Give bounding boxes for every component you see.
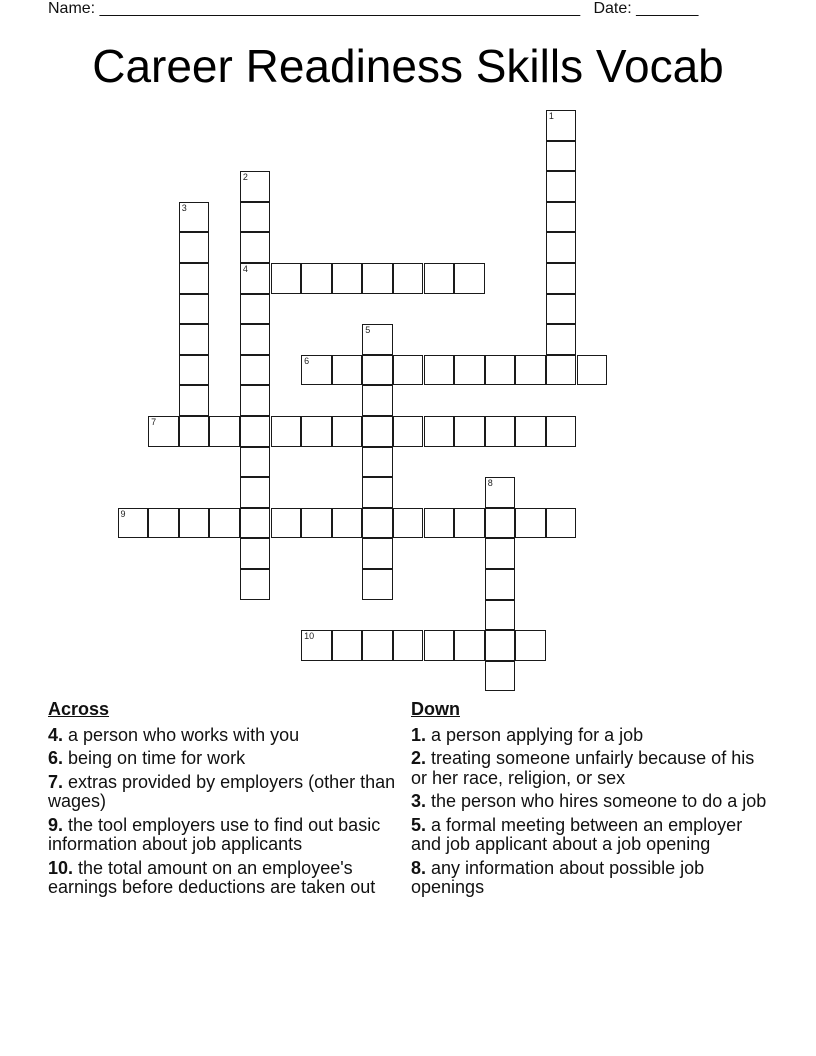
grid-cell[interactable]: [240, 324, 271, 355]
grid-cell[interactable]: [301, 416, 332, 447]
grid-cell[interactable]: [240, 355, 271, 386]
grid-cell[interactable]: [301, 263, 332, 294]
grid-cell[interactable]: [546, 263, 577, 294]
clue-item: [48, 749, 396, 769]
clue-number: 5.: [411, 814, 427, 835]
grid-cell[interactable]: [362, 385, 393, 416]
grid-cell[interactable]: [546, 141, 577, 172]
grid-cell[interactable]: [179, 355, 210, 386]
clue-number: 3.: [411, 791, 427, 811]
grid-cell[interactable]: [240, 263, 271, 294]
grid-cell[interactable]: [332, 355, 363, 386]
clue-number: 7.: [48, 771, 64, 792]
grid-cell[interactable]: [271, 263, 302, 294]
clue-item: [48, 816, 396, 855]
grid-cell[interactable]: [393, 630, 424, 661]
grid-cell[interactable]: [240, 416, 271, 447]
clue-number: 2.: [411, 748, 427, 768]
grid-cell[interactable]: [240, 294, 271, 325]
grid-cell[interactable]: [240, 385, 271, 416]
clue-number: 8.: [411, 857, 427, 878]
across-clues: [48, 700, 396, 902]
clue-number: 9.: [48, 814, 64, 835]
down-heading: Down: [411, 699, 460, 719]
clue-item: [411, 859, 771, 898]
grid-cell[interactable]: [485, 630, 516, 661]
grid-cell[interactable]: [301, 355, 332, 386]
down-clues: [411, 700, 771, 902]
across-heading: Across: [48, 699, 110, 719]
grid-cell[interactable]: [240, 538, 271, 569]
clue-text: the tool employers use to find out basic information about job applicants: [48, 814, 381, 854]
clue-number: 10.: [48, 857, 74, 878]
grid-cell[interactable]: [362, 355, 393, 386]
grid-cell[interactable]: [546, 232, 577, 263]
grid-cell[interactable]: [485, 600, 516, 631]
clue-item: [411, 726, 771, 746]
grid-cell[interactable]: [332, 263, 363, 294]
clue-item: [411, 792, 771, 812]
grid-cell[interactable]: [454, 416, 485, 447]
clue-text: extras provided by employers (other than wages): [48, 771, 396, 811]
cell-number: 3: [181, 202, 187, 213]
grid-cell[interactable]: [577, 355, 608, 386]
grid-cell[interactable]: [179, 416, 210, 447]
clue-text: a formal meeting between an employer and job applicant about a job opening: [411, 814, 743, 854]
grid-cell[interactable]: [546, 416, 577, 447]
grid-cell[interactable]: [485, 569, 516, 600]
grid-cell[interactable]: [454, 630, 485, 661]
grid-cell[interactable]: [332, 630, 363, 661]
grid-cell[interactable]: [179, 263, 210, 294]
grid-cell[interactable]: [485, 416, 516, 447]
grid-cell[interactable]: [393, 263, 424, 294]
grid-cell[interactable]: [179, 232, 210, 263]
grid-cell[interactable]: [332, 508, 363, 539]
grid-cell[interactable]: [179, 324, 210, 355]
grid-cell[interactable]: [424, 630, 455, 661]
grid-cell[interactable]: [362, 263, 393, 294]
grid-cell[interactable]: [393, 416, 424, 447]
cell-number: 8: [487, 478, 493, 489]
grid-cell[interactable]: [179, 294, 210, 325]
name-field[interactable]: ______________________________________________________: [99, 0, 581, 17]
grid-cell[interactable]: [424, 508, 455, 539]
grid-cell[interactable]: [240, 477, 271, 508]
grid-cell[interactable]: [362, 416, 393, 447]
grid-cell[interactable]: [179, 508, 210, 539]
grid-cell[interactable]: [240, 232, 271, 263]
clue-text: any information about possible job openings: [411, 857, 705, 897]
clue-item: [411, 816, 771, 855]
date-label: Date:: [593, 0, 632, 17]
cell-number: 4: [242, 264, 248, 274]
grid-cell[interactable]: [454, 355, 485, 386]
grid-cell[interactable]: [546, 508, 577, 539]
grid-cell[interactable]: [454, 263, 485, 294]
clue-item: [48, 726, 396, 746]
cell-number: 9: [120, 508, 126, 519]
grid-cell[interactable]: [362, 447, 393, 478]
grid-cell[interactable]: [179, 202, 210, 233]
grid-cell[interactable]: [485, 661, 516, 692]
date-field[interactable]: _______: [636, 0, 699, 17]
grid-cell[interactable]: [118, 508, 149, 539]
grid-cell[interactable]: [240, 171, 271, 202]
clue-number: 6.: [48, 748, 64, 768]
cell-number: 1: [548, 111, 554, 121]
grid-cell[interactable]: [209, 416, 240, 447]
cell-number: 2: [242, 172, 248, 183]
name-label: Name:: [48, 0, 96, 17]
grid-cell[interactable]: [240, 447, 271, 478]
grid-cell[interactable]: [546, 171, 577, 202]
grid-cell[interactable]: [424, 355, 455, 386]
grid-cell[interactable]: [148, 508, 179, 539]
grid-cell[interactable]: [485, 477, 516, 508]
grid-cell[interactable]: [454, 508, 485, 539]
clue-item: [48, 859, 396, 898]
grid-cell[interactable]: [393, 508, 424, 539]
grid-cell[interactable]: [546, 355, 577, 386]
grid-cell[interactable]: [515, 355, 546, 386]
grid-cell[interactable]: [240, 508, 271, 539]
clue-text: a person who works with you: [63, 724, 300, 745]
grid-cell[interactable]: [271, 508, 302, 539]
grid-cell[interactable]: [485, 538, 516, 569]
grid-cell[interactable]: [515, 508, 546, 539]
cell-number: 10: [304, 631, 315, 642]
grid-cell[interactable]: [301, 508, 332, 539]
clue-text: a person applying for a job: [426, 724, 644, 745]
clue-text: treating someone unfairly because of his or her race, religion, or sex: [411, 748, 755, 788]
grid-cell[interactable]: [209, 508, 240, 539]
grid-cell[interactable]: [362, 324, 393, 355]
grid-cell[interactable]: [362, 630, 393, 661]
cell-number: 6: [304, 355, 310, 366]
grid-cell[interactable]: [515, 630, 546, 661]
clue-item: [411, 749, 771, 788]
grid-cell[interactable]: [332, 416, 363, 447]
clue-item: [48, 773, 396, 812]
grid-cell[interactable]: [515, 416, 546, 447]
grid-cell[interactable]: [240, 569, 271, 600]
grid-cell[interactable]: [271, 416, 302, 447]
clue-text: being on time for work: [63, 748, 246, 768]
grid-cell[interactable]: [546, 294, 577, 325]
grid-cell[interactable]: [485, 355, 516, 386]
grid-cell[interactable]: [362, 477, 393, 508]
grid-cell[interactable]: [393, 355, 424, 386]
cell-number: 5: [365, 325, 371, 336]
grid-cell[interactable]: [424, 263, 455, 294]
cell-number: 7: [151, 417, 157, 427]
clue-text: the total amount on an employee's earnings before deductions are taken out: [48, 857, 376, 897]
grid-cell[interactable]: [179, 385, 210, 416]
clue-text: the person who hires someone to do a job: [426, 791, 767, 811]
grid-cell[interactable]: [240, 202, 271, 233]
grid-cell[interactable]: [485, 508, 516, 539]
grid-cell[interactable]: [546, 110, 577, 141]
grid-cell[interactable]: [546, 202, 577, 233]
grid-cell[interactable]: [301, 630, 332, 661]
page-title: Career Readiness Skills Vocab: [92, 40, 724, 92]
clue-number: 1.: [411, 724, 427, 745]
clue-number: 4.: [48, 724, 64, 745]
grid-cell[interactable]: [148, 416, 179, 447]
grid-cell[interactable]: [362, 569, 393, 600]
grid-cell[interactable]: [362, 538, 393, 569]
grid-cell[interactable]: [362, 508, 393, 539]
grid-cell[interactable]: [546, 324, 577, 355]
grid-cell[interactable]: [424, 416, 455, 447]
